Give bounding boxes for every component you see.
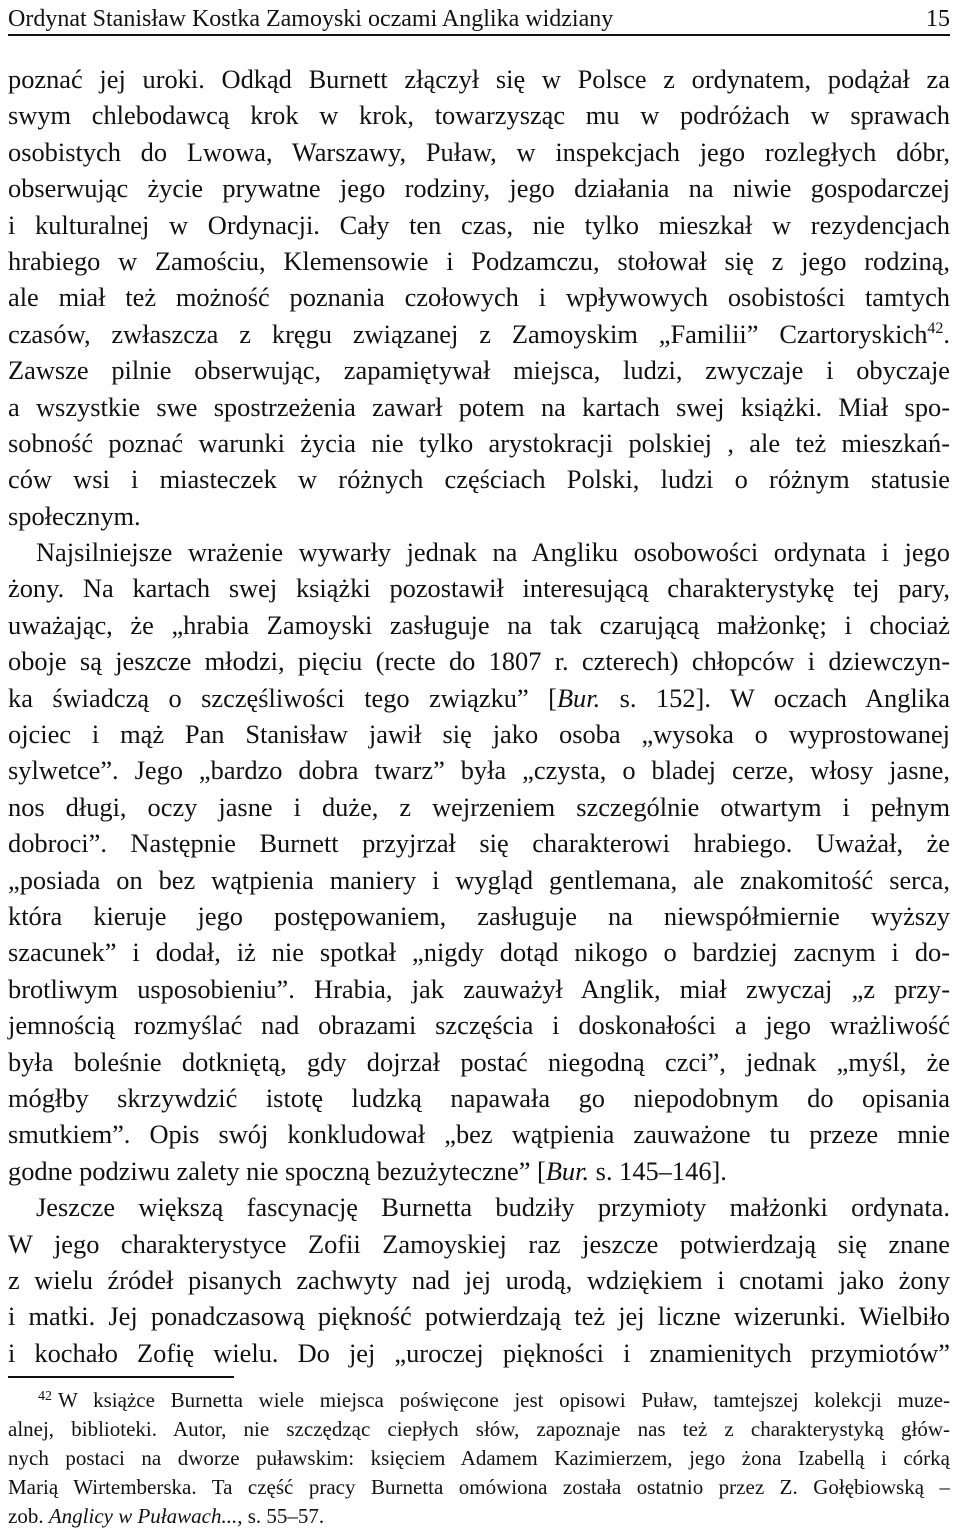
footnote-reference: 42 [927,319,944,337]
text-line: sobność poznać warunki życia nie tylko arystokracji polskiej , ale też mieszkań- [8,427,950,458]
text-line: W jego charakterystyce Zofii Zamoyskiej raz jeszcze potwierdzają się znane [8,1228,950,1259]
text-line: sylwetce”. Jego „bardzo dobra twarz” była „czysta, o bladej cerze, włosy jasne, [8,755,950,786]
text-line: ojciec i mąż Pan Stanisław jawił się jako osoba „wysoka o wyprostowanej [8,719,950,750]
text-line: i kochało Zofię wielu. Do jej „uroczej piękności i znamienitych przymiotów” [8,1337,950,1368]
text-line [8,1153,950,1189]
text-line: nos długi, oczy jasne i duże, z wejrzeniem szczególnie otwartym i pełnym [8,791,950,822]
text-line: i matki. Jej ponadczasową piękność potwierdzają też jej liczne wizerunki. Wielbiło [8,1301,950,1332]
text-line: Jeszcze większą fascynację Burnetta budziły przymioty małżonki ordynata. [36,1192,950,1223]
text-line: brotliwym usposobieniu”. Hrabia, jak zauważył Anglik, miał zwyczaj „z przy- [8,973,950,1004]
text-line: była boleśnie dotkniętą, gdy dojrzał postać niegodną czci”, jednak „myśl, że [8,1046,950,1077]
text-line: dobroci”. Następnie Burnett przyjrzał się charakterowi hrabiego. Uważał, że [8,828,950,859]
footnote-block [8,1386,950,1531]
text-line: żony. Na kartach swej książki pozostawił interesującą charakterystykę tej pary, [8,573,950,604]
text-line: jemnością rozmyślać nad obrazami szczęścia i doskonałości a jego wrażliwość [8,1010,950,1041]
text-line: a wszystkie swe spostrzeżenia zawarł potem na kartach swej książki. Miał spo- [8,391,950,422]
text-segment: ka świadczą o szczęśliwości tego związku” [ [8,682,557,713]
text-line: swym chlebodawcą krok w krok, towarzysząc mu w podróżach w sprawach [8,100,950,131]
text-line: Najsilniejsze wrażenie wywarły jednak na Angliku osobowości ordynata i jego [36,537,950,568]
footnote-line: alnej, biblioteki. Autor, nie szczędząc ciepłych słów, zapoznaje nas też z charakterystyką głów- [8,1417,950,1441]
text-line: szacunek” i dodał, iż nie spotkał „nigdy dotąd nikogo o bardziej zacnym i do- [8,937,950,968]
text-line: ców wsi i miasteczek w różnych częściach Polski, ludzi o różnym statusie [8,464,950,495]
text-line: uważając, że „hrabia Zamoyski zasługuje na tak czarującą małżonkę; i chociaż [8,609,950,640]
text-line: która kieruje jego postępowaniem, zasługuje na niewspółmiernie wyższy [8,900,950,931]
text-segment: s. 152]. W oczach Anglika [600,682,951,713]
text-segment: s. 145–146]. [589,1155,727,1186]
citation-abbrev: Bur. [545,1155,590,1186]
text-line: smutkiem”. Opis swój konkludował „bez wątpienia zauważone tu przeze mnie [8,1119,950,1150]
text-line: mógłby skrzywdzić istotę ludzką napawała go niepodobnym do opisania [8,1082,950,1113]
text-line: Zawsze pilnie obserwując, zapamiętywał miejsca, ludzi, zwyczaje i obyczaje [8,355,950,386]
footnote-line [8,1386,950,1415]
text-line: hrabiego w Zamościu, Klemensowie i Podzamczu, stołował się z jego rodziną, [8,245,950,276]
text-line [8,316,950,352]
text-line: obserwując życie prywatne jego rodziny, jego działania na niwie gospodarczej [8,173,950,204]
text-line: z wielu źródeł pisanych zachwyty nad jej urodą, wdziękiem i cnotami jako żony [8,1264,950,1295]
footnote-divider [8,1376,234,1378]
footnote-line [8,1502,950,1531]
text-line: społecznym. [8,500,141,531]
page-number: 15 [926,6,950,32]
footnote-marker: 42 [38,1389,52,1404]
footnote-line: Marią Wirtemberska. Ta część pracy Burnetta omówiona została ostatnio przez Z. Gołębiowską – [8,1475,950,1499]
running-header [8,4,950,36]
text-line: „posiada on bez wątpienia maniery i wygląd gentlemana, ale znakomitość serca, [8,864,950,895]
text-line: poznać jej uroki. Odkąd Burnett złączył się w Polsce z ordynatem, podążał za [8,64,950,94]
text-line: oboje są jeszcze młodzi, pięciu (recte do 1807 r. czterech) chłopców i dziewczyn- [8,646,950,677]
footnote-line: nych postaci na dworze puławskim: księciem Adamem Kazimierzem, jego żona Izabellą i córką [8,1446,950,1470]
text-segment: godne podziwu zalety nie spoczną bezużyteczne” [ [8,1155,546,1186]
text-segment: . [943,318,950,349]
text-line: i kulturalnej w Ordynacji. Cały ten czas, nie tylko mieszkał w rezydencjach [8,209,950,240]
text-line [8,680,950,716]
body-text [8,61,950,1371]
text-line: osobistych do Lwowa, Warszawy, Puław, w inspekcjach jego rozległych dóbr, [8,136,950,167]
text-segment: W książce Burnetta wiele miejsca poświęcone jest opisowi Puław, tamtejszej kolekcji muze- [58,1388,950,1412]
text-segment: , s. 55–57. [237,1504,325,1528]
reference-title: Anglicy w Puławach... [48,1504,238,1528]
text-segment: zob. [8,1504,49,1528]
citation-abbrev: Bur. [556,682,601,713]
running-title: Ordynat Stanisław Kostka Zamoyski oczami Anglika widziany [8,6,614,32]
text-line: ale miał też możność poznania czołowych i wpływowych osobistości tamtych [8,282,950,313]
text-segment: czasów, zwłaszcza z kręgu związanej z Zamoyskim „Familii” Czartoryskich [8,318,928,349]
